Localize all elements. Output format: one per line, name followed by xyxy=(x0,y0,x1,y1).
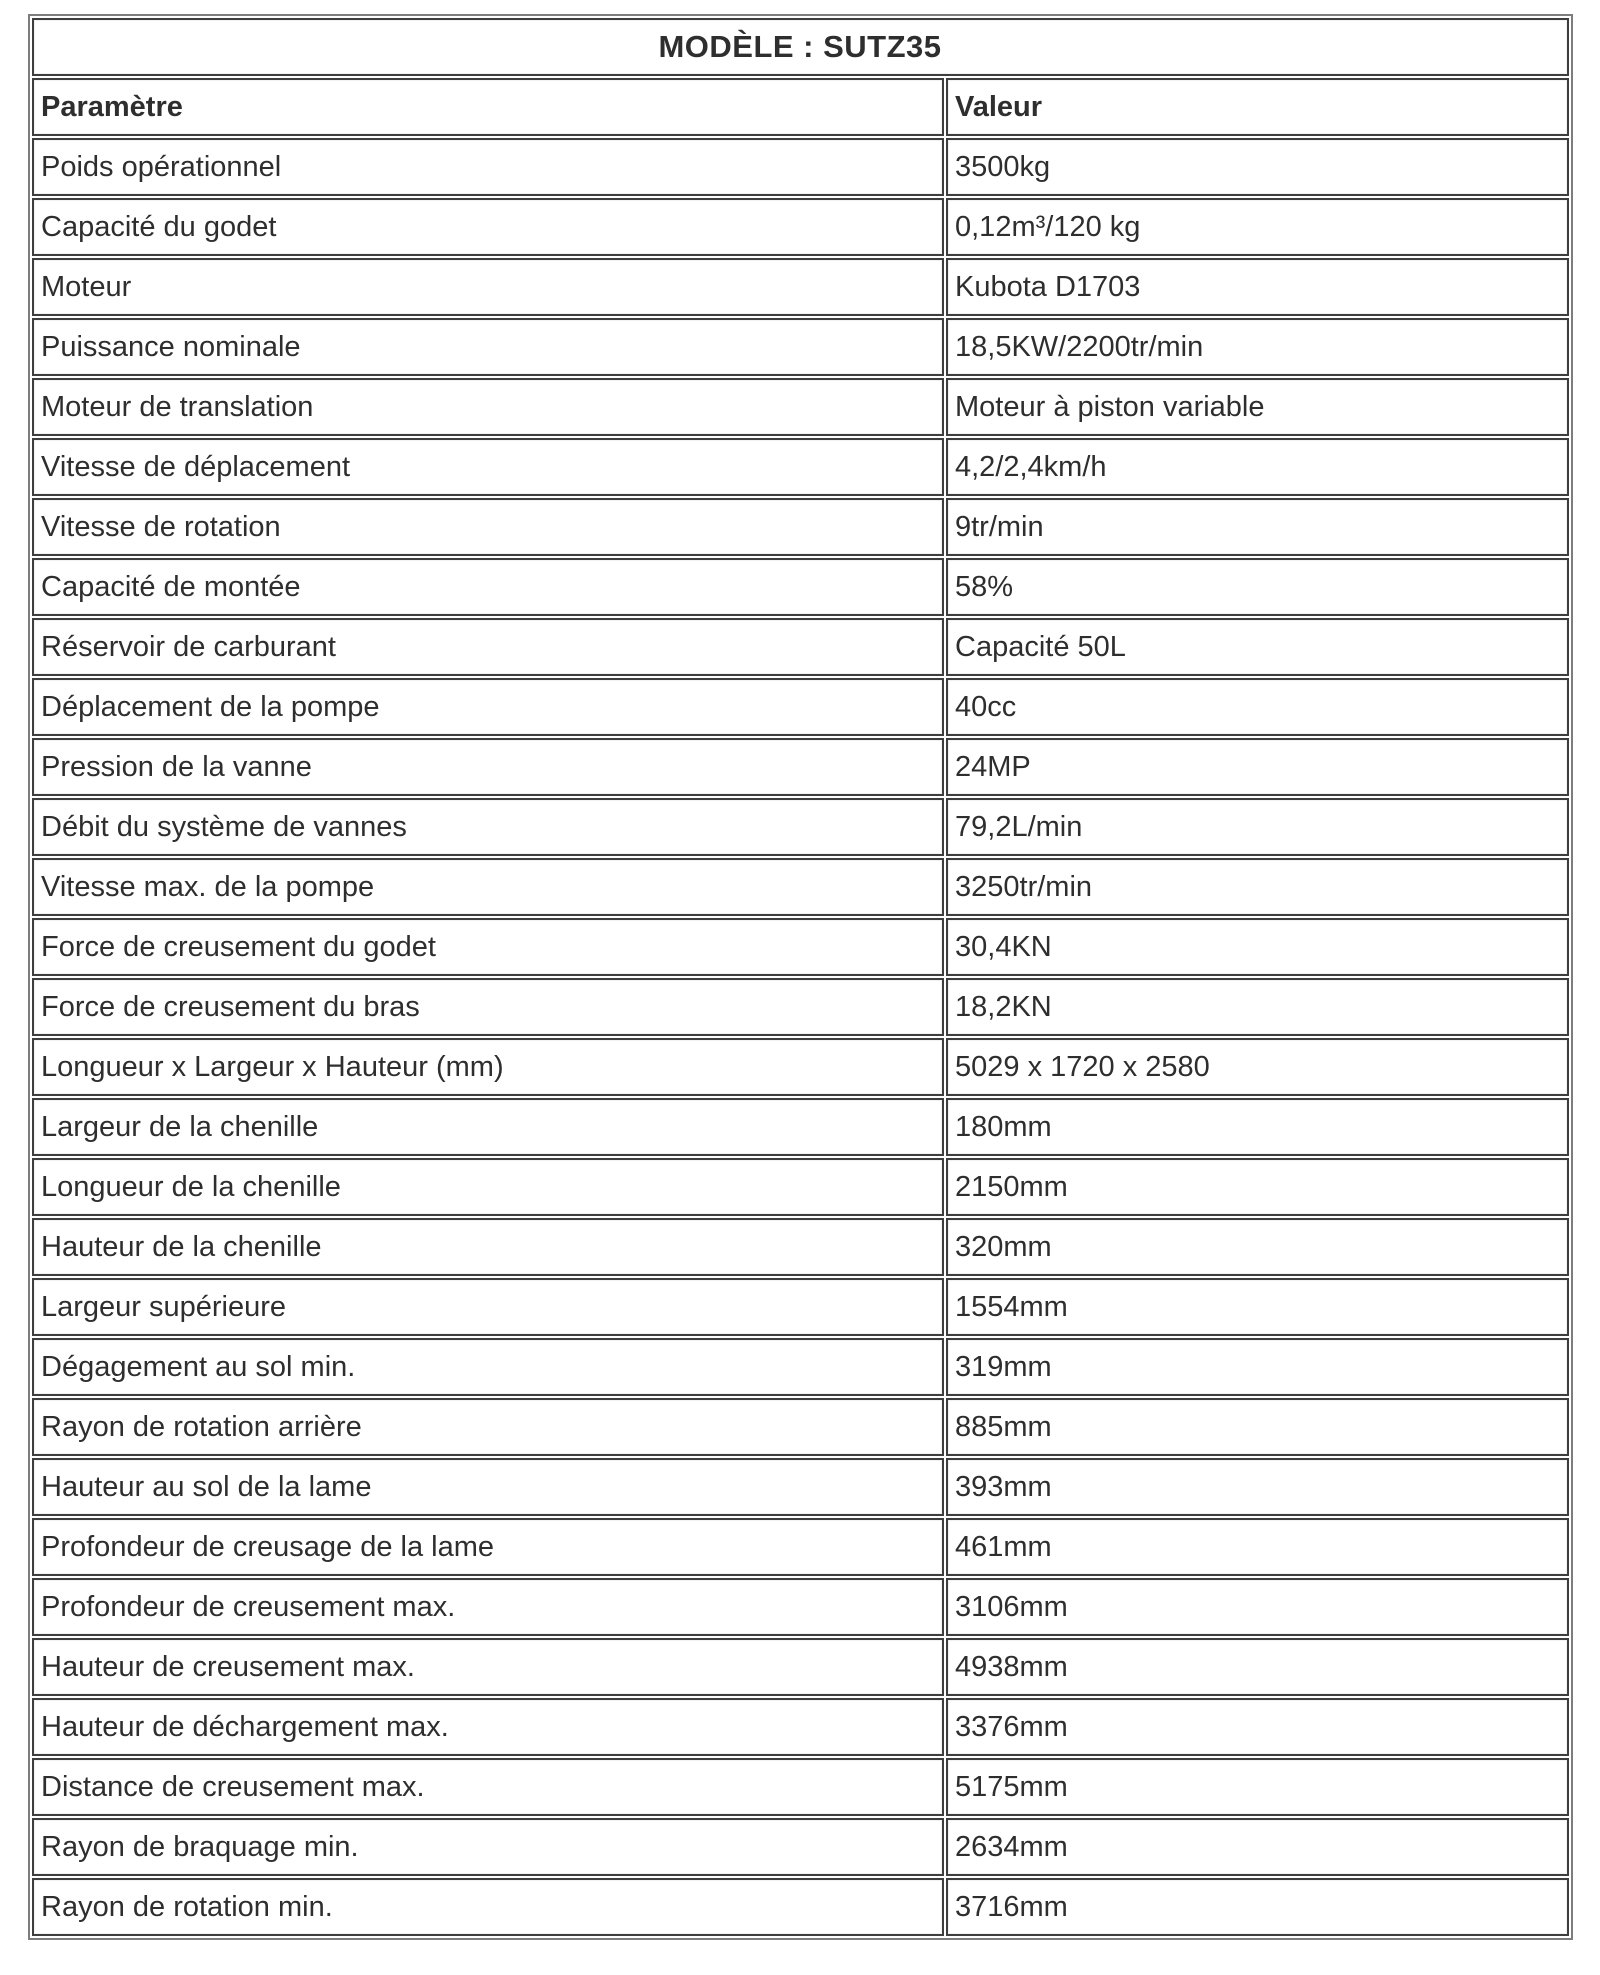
value-cell: 5029 x 1720 x 2580 xyxy=(946,1038,1569,1096)
table-row xyxy=(32,1338,1569,1396)
param-cell: Hauteur de la chenille xyxy=(32,1218,944,1276)
value-cell: 40cc xyxy=(946,678,1569,736)
table-row xyxy=(32,138,1569,196)
param-cell: Vitesse de déplacement xyxy=(32,438,944,496)
value-cell: 461mm xyxy=(946,1518,1569,1576)
param-cell: Moteur de translation xyxy=(32,378,944,436)
param-cell: Poids opérationnel xyxy=(32,138,944,196)
value-cell: 4,2/2,4km/h xyxy=(946,438,1569,496)
value-cell: 58% xyxy=(946,558,1569,616)
value-cell: 3500kg xyxy=(946,138,1569,196)
table-row xyxy=(32,1458,1569,1516)
table-row xyxy=(32,1518,1569,1576)
table-row xyxy=(32,618,1569,676)
param-cell: Largeur supérieure xyxy=(32,1278,944,1336)
param-cell: Déplacement de la pompe xyxy=(32,678,944,736)
table-body xyxy=(32,138,1569,1936)
param-cell: Hauteur de creusement max. xyxy=(32,1638,944,1696)
param-cell: Force de creusement du godet xyxy=(32,918,944,976)
column-header-parametre: Paramètre xyxy=(32,78,944,136)
table-row xyxy=(32,438,1569,496)
table-row xyxy=(32,1818,1569,1876)
param-cell: Rayon de rotation min. xyxy=(32,1878,944,1936)
param-cell: Rayon de braquage min. xyxy=(32,1818,944,1876)
value-cell: 4938mm xyxy=(946,1638,1569,1696)
param-cell: Largeur de la chenille xyxy=(32,1098,944,1156)
table-row xyxy=(32,198,1569,256)
param-cell: Hauteur au sol de la lame xyxy=(32,1458,944,1516)
column-header-valeur: Valeur xyxy=(946,78,1569,136)
param-cell: Moteur xyxy=(32,258,944,316)
title-row xyxy=(32,18,1569,76)
value-cell: Moteur à piston variable xyxy=(946,378,1569,436)
value-cell: 24MP xyxy=(946,738,1569,796)
value-cell: 2150mm xyxy=(946,1158,1569,1216)
param-cell: Profondeur de creusage de la lame xyxy=(32,1518,944,1576)
value-cell: 393mm xyxy=(946,1458,1569,1516)
table-row xyxy=(32,1698,1569,1756)
table-row xyxy=(32,558,1569,616)
table-row xyxy=(32,738,1569,796)
param-cell: Débit du système de vannes xyxy=(32,798,944,856)
param-cell: Pression de la vanne xyxy=(32,738,944,796)
value-cell: 5175mm xyxy=(946,1758,1569,1816)
table-row xyxy=(32,1758,1569,1816)
param-cell: Longueur de la chenille xyxy=(32,1158,944,1216)
value-cell: 9tr/min xyxy=(946,498,1569,556)
table-row xyxy=(32,1638,1569,1696)
value-cell: 79,2L/min xyxy=(946,798,1569,856)
table-title: MODÈLE : SUTZ35 xyxy=(32,18,1569,76)
table-row xyxy=(32,1098,1569,1156)
param-cell: Hauteur de déchargement max. xyxy=(32,1698,944,1756)
value-cell: 18,2KN xyxy=(946,978,1569,1036)
value-cell: 1554mm xyxy=(946,1278,1569,1336)
param-cell: Capacité de montée xyxy=(32,558,944,616)
table-head xyxy=(32,18,1569,136)
param-cell: Rayon de rotation arrière xyxy=(32,1398,944,1456)
value-cell: 0,12m³/120 kg xyxy=(946,198,1569,256)
param-cell: Distance de creusement max. xyxy=(32,1758,944,1816)
value-cell: 180mm xyxy=(946,1098,1569,1156)
param-cell: Puissance nominale xyxy=(32,318,944,376)
value-cell: Capacité 50L xyxy=(946,618,1569,676)
param-cell: Vitesse de rotation xyxy=(32,498,944,556)
table-row xyxy=(32,1398,1569,1456)
table-row xyxy=(32,1878,1569,1936)
table-row xyxy=(32,1218,1569,1276)
table-row xyxy=(32,678,1569,736)
value-cell: 18,5KW/2200tr/min xyxy=(946,318,1569,376)
param-cell: Force de creusement du bras xyxy=(32,978,944,1036)
value-cell: Kubota D1703 xyxy=(946,258,1569,316)
table-row xyxy=(32,318,1569,376)
table-row xyxy=(32,918,1569,976)
table-row xyxy=(32,1158,1569,1216)
param-cell: Capacité du godet xyxy=(32,198,944,256)
param-cell: Profondeur de creusement max. xyxy=(32,1578,944,1636)
param-cell: Réservoir de carburant xyxy=(32,618,944,676)
table-row xyxy=(32,1038,1569,1096)
table-row xyxy=(32,498,1569,556)
param-cell: Vitesse max. de la pompe xyxy=(32,858,944,916)
table-row xyxy=(32,858,1569,916)
value-cell: 320mm xyxy=(946,1218,1569,1276)
table-row xyxy=(32,258,1569,316)
value-cell: 3106mm xyxy=(946,1578,1569,1636)
table-row xyxy=(32,1278,1569,1336)
value-cell: 3716mm xyxy=(946,1878,1569,1936)
table-row xyxy=(32,978,1569,1036)
value-cell: 319mm xyxy=(946,1338,1569,1396)
param-cell: Longueur x Largeur x Hauteur (mm) xyxy=(32,1038,944,1096)
value-cell: 2634mm xyxy=(946,1818,1569,1876)
value-cell: 885mm xyxy=(946,1398,1569,1456)
value-cell: 3250tr/min xyxy=(946,858,1569,916)
table-row xyxy=(32,798,1569,856)
table-row xyxy=(32,1578,1569,1636)
table-row xyxy=(32,378,1569,436)
param-cell: Dégagement au sol min. xyxy=(32,1338,944,1396)
spec-table xyxy=(28,14,1573,1940)
value-cell: 30,4KN xyxy=(946,918,1569,976)
value-cell: 3376mm xyxy=(946,1698,1569,1756)
header-row xyxy=(32,78,1569,136)
